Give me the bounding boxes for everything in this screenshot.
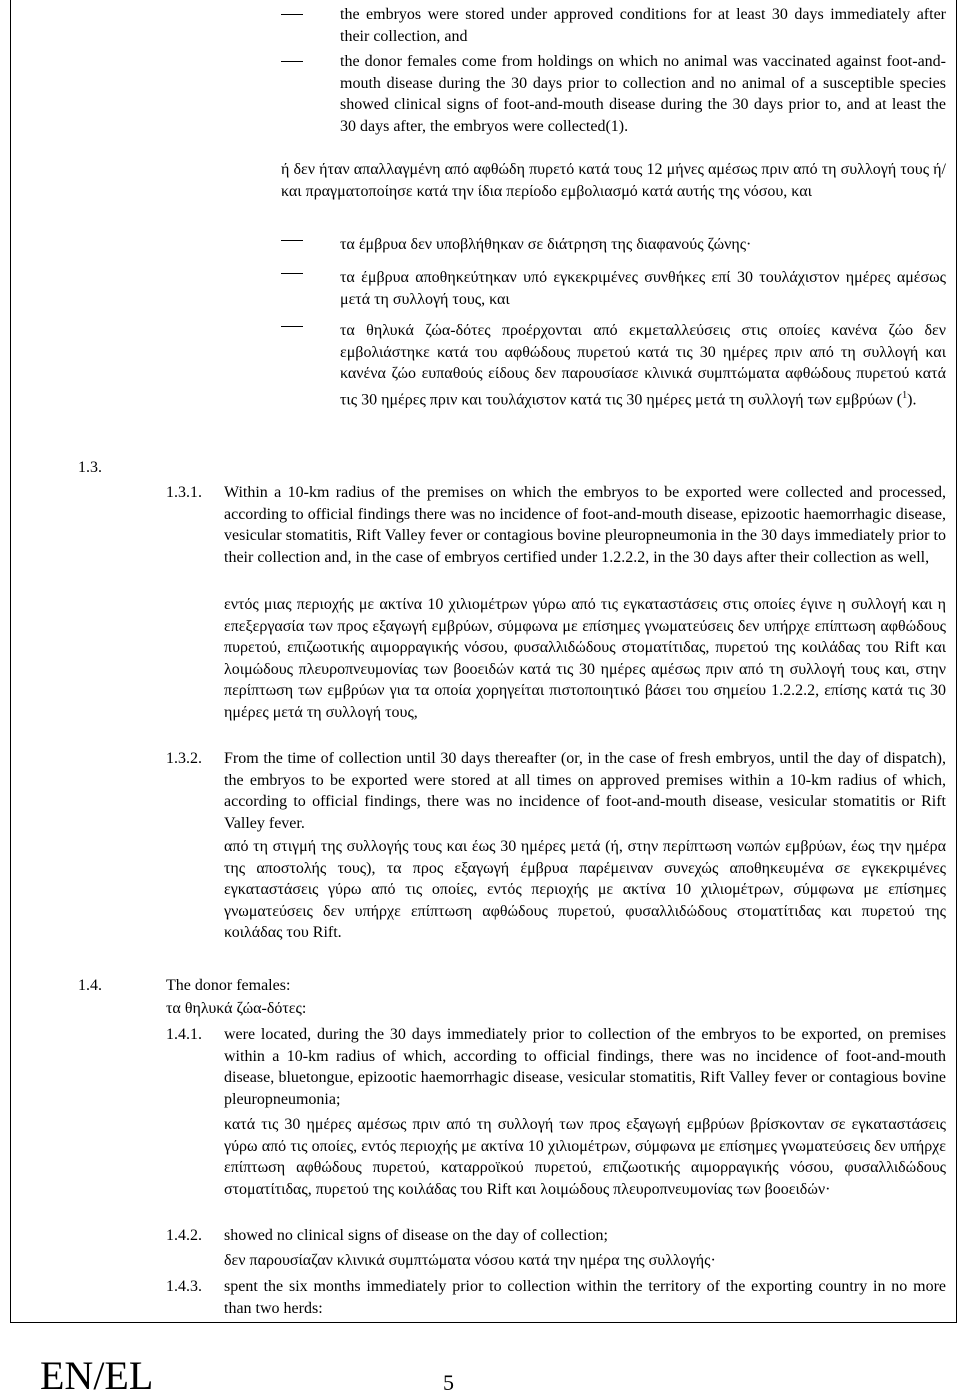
subsection-text-el: δεν παρουσίαζαν κλινικά συμπτώματα νόσου κατά την ημέρα της συλλογής· <box>224 1252 716 1269</box>
subsection-text-en: spent the six months immediately prior to collection within the territory of the exporting country in no more than two herds: <box>224 1278 946 1317</box>
section-title-en: The donor females: <box>166 977 291 994</box>
dash-marker <box>281 61 303 62</box>
subsection-text-en: Within a 10-km radius of the premises on which the embryos to be exported were collected and processed, according to official findings there was no incidence of foot-and-mouth disease, epizootic haemorrhagic disease, vesicular stomatitis, Rift Valley fever or contagious bovine pleuropneumonia in the 30 days immediately prior to their collection and, in the case of embryos certified under 1.2.2.2, in the 30 days after their collection as well, <box>224 484 946 566</box>
dash-marker <box>281 273 303 274</box>
footnote-ref: 1 <box>902 389 908 401</box>
dash-marker <box>281 14 303 15</box>
bullet-text: the embryos were stored under approved conditions for at least 30 days immediately after their collection, and <box>340 6 946 45</box>
bullet-text-with-footnote <box>340 320 946 410</box>
dash-marker <box>281 240 303 241</box>
subsection-number: 1.3.1. <box>166 484 202 501</box>
bullet-text: τα έμβρυα αποθηκεύτηκαν υπό εγκεκριμένες συνθήκες επί 30 τουλάχιστον ημέρες αμέσως μετά τη συλλογή τους, και <box>340 269 946 308</box>
subsection-text-en: From the time of collection until 30 days thereafter (or, in the case of fresh embryos, until the day of dispatch), the embryos to be exported were stored at all times on approved premises within a 10-km radius of which, according to official findings, there was no incidence of foot-and-mouth disease, vesicular stomatitis or Rift Valley fever. <box>224 750 946 832</box>
subsection-text-en: showed no clinical signs of disease on the day of collection; <box>224 1227 608 1244</box>
subsection-number: 1.4.2. <box>166 1227 202 1244</box>
section-number: 1.4. <box>78 977 102 994</box>
section-title-el: τα θηλυκά ζώα-δότες: <box>166 1000 307 1017</box>
subsection-number: 1.4.3. <box>166 1278 202 1295</box>
subsection-number: 1.4.1. <box>166 1026 202 1043</box>
subsection-text-el: κατά τις 30 ημέρες αμέσως πριν από τη συλλογή των προς εξαγωγή εμβρύων βρίσκονταν σε εγκαταστάσεις γύρω από τις οποίες, εντός περιοχής με ακτίνα 10 χιλιομέτρων, σύμφωνα με επίσημες γνωματεύσεις δεν υπήρχε επίπτωση αφθώδους πυρετού, καταρροϊκού πυρετού, επιζωοτικής αιμορραγικής νόσου, φυσαλλιδώδους στοματίτιδας, πυρετού της κοιλάδας του Rift και λοιμώδους πλευροπνευμονίας των βοοειδών· <box>224 1116 946 1198</box>
section-number: 1.3. <box>78 459 102 476</box>
bullet-text: the donor females come from holdings on which no animal was vaccinated against foot-and-mouth disease during the 30 days prior to collection and no animal of a susceptible species showed clinical signs of foot-and-mouth disease during the 30 days prior to, and at least the 30 days after, the embryos were collected(1). <box>340 53 946 135</box>
subsection-text-en: were located, during the 30 days immediately prior to collection of the embryos to be exported, on premises within a 10-km radius of which, according to official findings, there was no incidence of foot-and-mouth disease, bluetongue, epizootic haemorrhagic disease, vesicular stomatitis, Rift Valley fever or contagious bovine pleuropneumonia; <box>224 1026 946 1108</box>
subsection-text-el: από τη στιγμή της συλλογής τους και έως 30 ημέρες μετά (ή, στην περίπτωση νωπών εμβρύων, έως την ημέρα της αποστολής τους), τα προς εξαγωγή έμβρυα παρέμειναν συνεχώς αποθηκευμένα σε εγκεκριμένες εγκαταστάσεις γύρω από τις οποίες, εντός περιοχής με ακτίνα 10 χιλιομέτρων, σύμφωνα με επίσημες γνωματεύσεις δεν υπήρχε επίπτωση αφθώδους πυρετού, φυσαλλιδώδους στοματίτιδας και πυρετού της κοιλάδας του Rift. <box>224 838 946 941</box>
bullet-text-end: ). <box>907 390 917 408</box>
dash-marker <box>281 326 303 327</box>
subsection-number: 1.3.2. <box>166 750 202 767</box>
page-number: 5 <box>443 1370 454 1395</box>
subsection-text-el: εντός μιας περιοχής με ακτίνα 10 χιλιομέτρων γύρω από τις εγκαταστάσεις στις οποίες έγινε η συλλογή και η επεξεργασία των προς εξαγωγή εμβρύων, σύμφωνα με επίσημες γνωματεύσεις δεν υπήρχε επίπτωση αφθώδους πυρετού, επιζωοτικής αιμορραγικής νόσου, φυσαλλιδώδους στοματίτιδας, πυρετού της κοιλάδας του Rift και λοιμώδους πλευροπνευμονίας των βοοειδών κατά τις 30 ημέρες αμέσως πριν από τη συλλογή τους και, στην περίπτωση των εμβρύων για τα οποία χορηγείται πιστοποιητικό βάσει του σημείου 1.2.2.2, επίσης κατά τις 30 ημέρες μετά τη συλλογή τους, <box>224 596 946 721</box>
greek-intro-paragraph: ή δεν ήταν απαλλαγμένη από αφθώδη πυρετό κατά τους 12 μήνες αμέσως πριν από τη συλλογή τους ή/και πραγματοποίησε κατά την ίδια περίοδο εμβολιασμό κατά αυτής της νόσου, και <box>281 161 946 200</box>
bullet-text: τα θηλυκά ζώα-δότες προέρχονται από εκμεταλλεύσεις στις οποίες κανένα ζώο δεν εμβολιάστηκε κατά του αφθώδους πυρετού κατά τις 30 ημέρες πριν από τη συλλογή και κανένα ζώο ευπαθούς είδους δεν παρουσίασε κλινικά συμπτώματα αφθώδους πυρετού κατά τις 30 ημέρες πριν και τουλάχιστον κατά τις 30 ημέρες μετά τη συλλογή των εμβρύων ( <box>340 322 946 408</box>
bullet-text: τα έμβρυα δεν υποβλήθηκαν σε διάτρηση της διαφανούς ζώνης· <box>340 236 752 253</box>
language-code: EN/EL <box>40 1353 154 1398</box>
